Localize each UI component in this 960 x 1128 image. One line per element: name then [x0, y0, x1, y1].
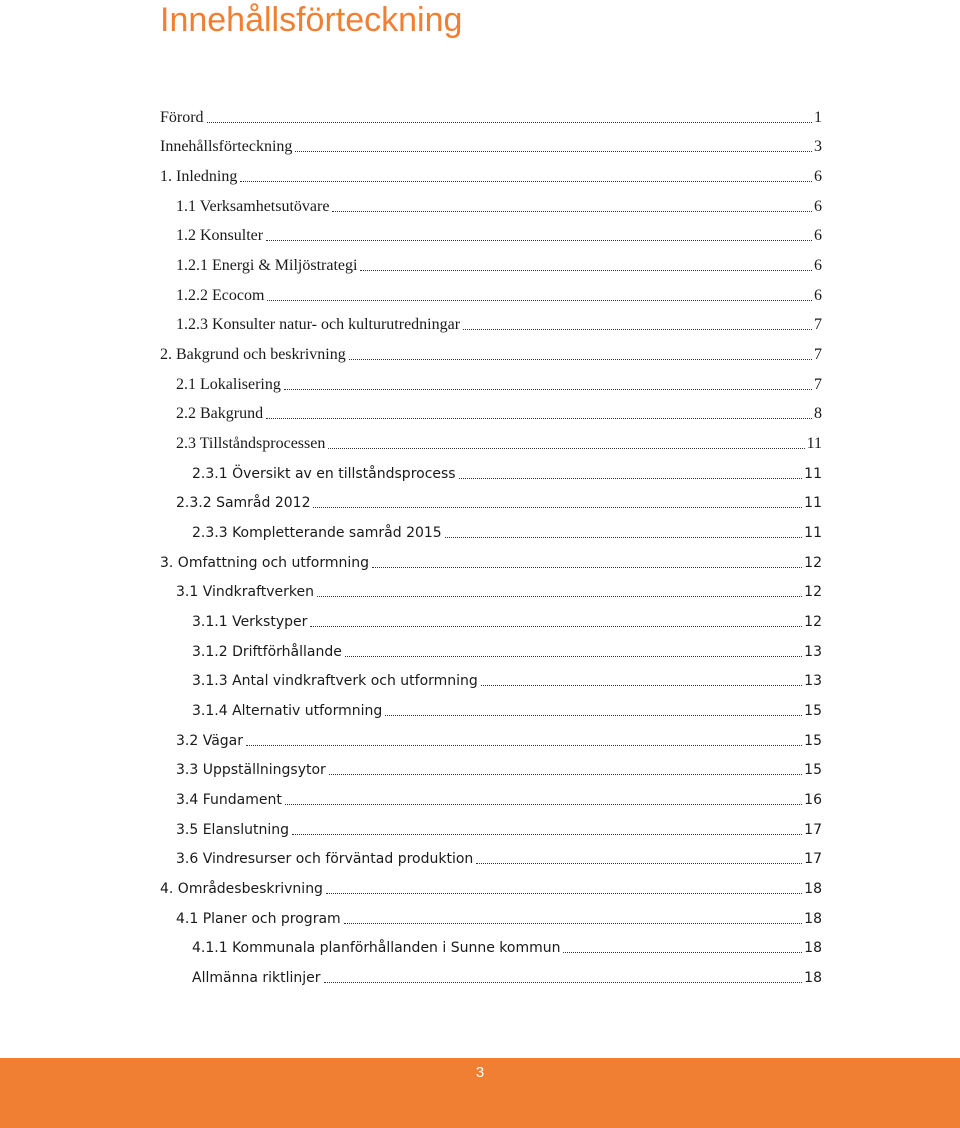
toc-entry[interactable]	[0, 874, 822, 904]
toc-entry[interactable]	[0, 726, 822, 756]
toc-entry-label: 1.2 Konsulter	[176, 227, 264, 245]
toc-entry-label: 3.1.2 Driftförhållande	[192, 643, 342, 660]
toc-entry-page: 7	[814, 346, 822, 364]
toc-entry[interactable]	[0, 637, 822, 667]
toc-entry-label: 3.1.1 Verkstyper	[192, 613, 308, 630]
toc-entry[interactable]	[0, 489, 822, 519]
toc-entry-page: 13	[804, 673, 822, 690]
toc-dot-leader	[481, 685, 802, 686]
toc-entry[interactable]	[0, 311, 822, 341]
toc-dot-leader	[284, 389, 812, 390]
toc-entry-label: 3.5 Elanslutning	[176, 821, 289, 838]
toc-entry[interactable]	[0, 459, 822, 489]
toc-dot-leader	[476, 863, 802, 864]
toc-entry-page: 18	[804, 969, 822, 986]
toc-dot-leader	[349, 359, 812, 360]
toc-entry-label: 2.1 Lokalisering	[176, 375, 281, 393]
toc-entry[interactable]	[0, 162, 822, 192]
page-title: Innehållsförteckning	[160, 1, 463, 39]
toc-dot-leader	[292, 834, 802, 835]
toc-entry-page: 8	[814, 405, 822, 423]
toc-entry[interactable]	[0, 281, 822, 311]
toc-dot-leader	[246, 745, 802, 746]
toc-entry-label: 1.2.1 Energi & Miljöstrategi	[176, 257, 358, 275]
toc-entry[interactable]	[0, 933, 822, 963]
toc-dot-leader	[563, 952, 802, 953]
toc-entry-label: 3.1 Vindkraftverken	[176, 584, 314, 601]
toc-entry[interactable]	[0, 844, 822, 874]
toc-dot-leader	[310, 626, 802, 627]
toc-entry-label: 3. Omfattning och utformning	[160, 554, 370, 571]
toc-dot-leader	[266, 418, 812, 419]
toc-entry[interactable]	[0, 785, 822, 815]
toc-entry-label: 4.1 Planer och program	[176, 910, 341, 927]
toc-dot-leader	[324, 982, 803, 983]
toc-entry-label: 2.3.2 Samråd 2012	[176, 495, 311, 512]
toc-dot-leader	[329, 774, 802, 775]
toc-entry-page: 13	[804, 643, 822, 660]
toc-entry[interactable]	[0, 696, 822, 726]
toc-entry-page: 6	[814, 197, 822, 215]
toc-dot-leader	[328, 448, 804, 449]
toc-entry-page: 11	[804, 465, 822, 482]
toc-entry[interactable]	[0, 815, 822, 845]
toc-entry-page: 6	[814, 286, 822, 304]
toc-entry-page: 6	[814, 257, 822, 275]
toc-dot-leader	[459, 478, 803, 479]
toc-entry-label: 2.3.3 Kompletterande samråd 2015	[192, 525, 442, 542]
toc-entry-page: 15	[804, 702, 822, 719]
toc-entry-page: 11	[806, 435, 822, 453]
toc-dot-leader	[240, 181, 812, 182]
toc-entry-page: 6	[814, 168, 822, 186]
toc-entry-page: 7	[814, 316, 822, 334]
toc-entry-label: 1.1 Verksamhetsutövare	[176, 197, 330, 215]
toc-entry[interactable]	[0, 607, 822, 637]
toc-entry[interactable]	[0, 755, 822, 785]
toc-entry-label: 2.3.1 Översikt av en tillståndsprocess	[192, 465, 456, 482]
page-footer	[0, 1058, 960, 1128]
toc-dot-leader	[267, 300, 812, 301]
toc-entry[interactable]	[0, 400, 822, 430]
toc-entry-label: 1.2.3 Konsulter natur- och kulturutredningar	[176, 316, 461, 334]
table-of-contents	[0, 103, 960, 993]
toc-entry-page: 1	[814, 108, 822, 126]
toc-entry-label: 3.2 Vägar	[176, 732, 244, 749]
toc-dot-leader	[313, 507, 802, 508]
toc-entry[interactable]	[0, 370, 822, 400]
toc-entry-label: 3.3 Uppställningsytor	[176, 762, 326, 779]
toc-dot-leader	[463, 329, 812, 330]
toc-dot-leader	[360, 270, 812, 271]
toc-entry-label: 1. Inledning	[160, 168, 238, 186]
toc-entry-page: 12	[804, 613, 822, 630]
toc-entry-label: 4. Områdesbeskrivning	[160, 880, 323, 897]
toc-entry[interactable]	[0, 251, 822, 281]
toc-entry[interactable]	[0, 548, 822, 578]
toc-entry[interactable]	[0, 103, 822, 133]
toc-entry[interactable]	[0, 963, 822, 993]
toc-entry-page: 11	[804, 495, 822, 512]
toc-entry[interactable]	[0, 666, 822, 696]
toc-entry[interactable]	[0, 222, 822, 252]
toc-entry-page: 11	[804, 525, 822, 542]
toc-dot-leader	[445, 537, 802, 538]
toc-entry-page: 12	[804, 584, 822, 601]
toc-entry-label: 2.3 Tillståndsprocessen	[176, 435, 326, 453]
toc-entry-page: 18	[804, 940, 822, 957]
toc-entry-label: 2.2 Bakgrund	[176, 405, 264, 423]
toc-entry[interactable]	[0, 904, 822, 934]
toc-dot-leader	[207, 122, 812, 123]
toc-entry-page: 15	[804, 762, 822, 779]
toc-dot-leader	[332, 211, 812, 212]
toc-entry-label: Förord	[160, 108, 204, 126]
toc-entry[interactable]	[0, 192, 822, 222]
toc-dot-leader	[345, 656, 802, 657]
toc-entry-label: 2. Bakgrund och beskrivning	[160, 346, 346, 364]
toc-entry[interactable]	[0, 578, 822, 608]
toc-entry[interactable]	[0, 518, 822, 548]
page-number: 3	[475, 1064, 485, 1081]
toc-entry-label: 4.1.1 Kommunala planförhållanden i Sunne kommun	[192, 940, 561, 957]
toc-dot-leader	[326, 893, 802, 894]
toc-entry-label: 3.4 Fundament	[176, 791, 282, 808]
toc-entry-label: 1.2.2 Ecocom	[176, 286, 265, 304]
toc-dot-leader	[385, 715, 802, 716]
toc-dot-leader	[317, 596, 802, 597]
toc-entry[interactable]	[0, 133, 822, 163]
toc-entry-page: 12	[804, 554, 822, 571]
toc-entry-label: 3.6 Vindresurser och förväntad produktion	[176, 851, 474, 868]
toc-entry-label: Allmänna riktlinjer	[192, 969, 321, 986]
toc-entry-label: 3.1.4 Alternativ utformning	[192, 702, 383, 719]
toc-entry-label: Innehållsförteckning	[160, 138, 293, 156]
toc-entry-page: 16	[804, 791, 822, 808]
toc-entry-page: 18	[804, 880, 822, 897]
toc-entry-page: 6	[814, 227, 822, 245]
toc-entry-page: 3	[814, 138, 822, 156]
toc-dot-leader	[372, 567, 802, 568]
toc-entry[interactable]	[0, 429, 822, 459]
toc-entry[interactable]	[0, 340, 822, 370]
toc-dot-leader	[266, 240, 812, 241]
toc-entry-label: 3.1.3 Antal vindkraftverk och utformning	[192, 673, 478, 690]
toc-entry-page: 18	[804, 910, 822, 927]
toc-dot-leader	[295, 151, 812, 152]
toc-entry-page: 15	[804, 732, 822, 749]
toc-entry-page: 17	[804, 851, 822, 868]
toc-entry-page: 17	[804, 821, 822, 838]
toc-dot-leader	[344, 923, 803, 924]
toc-entry-page: 7	[814, 375, 822, 393]
toc-dot-leader	[285, 804, 802, 805]
